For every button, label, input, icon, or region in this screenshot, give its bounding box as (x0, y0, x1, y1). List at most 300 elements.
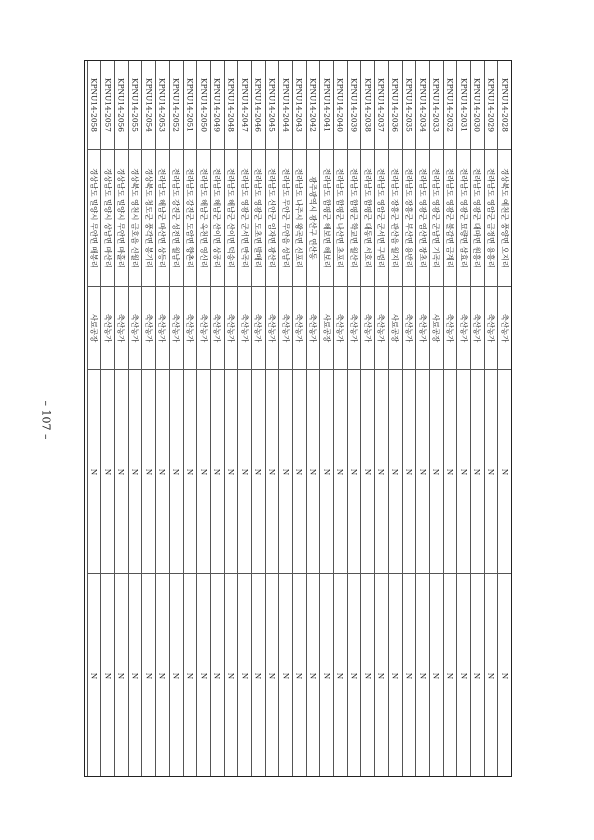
source-type-cell (88, 286, 101, 369)
result-b-text: N (130, 672, 140, 680)
result-a-text: N (404, 468, 414, 475)
result-a-cell (156, 369, 169, 573)
location-cell (211, 149, 224, 286)
source-type-text: 축산농가 (459, 313, 469, 343)
location-text: 전라남도 해남군 산이면 상공리 (212, 168, 222, 268)
result-b-cell (485, 573, 498, 778)
source-type-text: 축산농가 (199, 313, 209, 343)
result-b-text: N (116, 672, 126, 680)
location-cell (101, 149, 114, 286)
source-type-cell (457, 286, 470, 369)
table-row (224, 61, 238, 776)
sample-id-text: KPNU14-2037 (376, 78, 386, 132)
source-type-cell (498, 286, 511, 369)
result-a-cell (498, 369, 511, 573)
result-a-text: N (253, 468, 263, 475)
sample-id-text: KPNU14-2035 (404, 78, 414, 132)
table-row (128, 61, 142, 776)
table-row (429, 61, 443, 776)
sample-id-text: KPNU14-2030 (472, 78, 482, 132)
location-cell (361, 149, 374, 286)
sample-id-cell (142, 61, 155, 149)
source-type-cell (252, 286, 265, 369)
location-text: 전라남도 영광군 대마면 원흥리 (472, 168, 482, 268)
result-a-text: N (418, 468, 428, 475)
result-a-text: N (199, 468, 209, 475)
result-a-cell (225, 369, 238, 573)
location-cell (88, 149, 101, 286)
result-a-cell (211, 369, 224, 573)
location-text: 전라남도 나주시 왕곡면 신포리 (294, 168, 304, 268)
source-type-cell (184, 286, 197, 369)
source-type-text: 축산농가 (185, 313, 195, 343)
result-a-cell (197, 369, 210, 573)
result-b-text: N (103, 672, 113, 680)
location-cell (430, 149, 443, 286)
source-type-cell (389, 286, 402, 369)
sample-id-text: KPNU14-2032 (445, 78, 455, 132)
result-a-cell (101, 369, 114, 573)
location-cell (225, 149, 238, 286)
result-b-cell (225, 573, 238, 778)
location-text: 전라남도 영암군 군서면 구림리 (376, 168, 386, 268)
result-b-cell (170, 573, 183, 778)
table-row (319, 61, 333, 776)
sample-id-cell (101, 61, 114, 149)
result-a-text: N (144, 468, 154, 475)
result-a-cell (361, 369, 374, 573)
location-text: 전라남도 함평군 학교면 월산리 (349, 168, 359, 268)
sample-id-text: KPNU14-2031 (459, 78, 469, 132)
location-cell (348, 149, 361, 286)
result-b-cell (197, 573, 210, 778)
result-a-text: N (335, 468, 345, 475)
sample-id-text: KPNU14-2039 (349, 78, 359, 132)
result-b-cell (375, 573, 388, 778)
result-a-text: N (390, 468, 400, 475)
source-type-cell (361, 286, 374, 369)
result-b-cell (293, 573, 306, 778)
source-type-cell (101, 286, 114, 369)
source-type-text: 축산농가 (103, 313, 113, 343)
table-row (155, 61, 169, 776)
source-type-text: 축산농가 (404, 313, 414, 343)
source-type-text: 축산농가 (253, 313, 263, 343)
location-cell (334, 149, 347, 286)
result-b-text: N (349, 672, 359, 680)
result-b-cell (211, 573, 224, 778)
source-type-cell (156, 286, 169, 369)
sample-id-text: KPNU14-2058 (89, 78, 99, 132)
sample-id-text: KPNU14-2045 (267, 78, 277, 132)
result-b-text: N (157, 672, 167, 680)
location-text: 전라남도 영광군 염산면 장초리 (418, 168, 428, 268)
result-a-cell (142, 369, 155, 573)
sample-id-text: KPNU14-2046 (253, 78, 263, 132)
result-b-cell (142, 573, 155, 778)
source-type-text: 축산농가 (226, 313, 236, 343)
location-cell (403, 149, 416, 286)
result-a-cell (348, 369, 361, 573)
table-row (497, 61, 511, 776)
result-b-cell (88, 573, 101, 778)
table-row (360, 61, 374, 776)
sample-id-cell (403, 61, 416, 149)
sample-id-cell (498, 61, 511, 149)
table-row (292, 61, 306, 776)
source-type-cell (129, 286, 142, 369)
data-table (84, 60, 512, 777)
result-b-cell (266, 573, 279, 778)
source-type-cell (197, 286, 210, 369)
table-row (278, 61, 292, 776)
location-text: 전라남도 영광군 묘량면 삼효리 (459, 168, 469, 268)
source-type-cell (403, 286, 416, 369)
source-type-cell (444, 286, 457, 369)
location-cell (252, 149, 265, 286)
source-type-cell (211, 286, 224, 369)
location-cell (115, 149, 128, 286)
source-type-text: 사료공장 (390, 313, 400, 343)
result-a-text: N (267, 468, 277, 475)
result-a-text: N (486, 468, 496, 475)
result-a-text: N (472, 468, 482, 475)
result-a-cell (266, 369, 279, 573)
sample-id-cell (279, 61, 292, 149)
sample-id-text: KPNU14-2051 (185, 78, 195, 132)
result-b-cell (252, 573, 265, 778)
source-type-text: 축산농가 (130, 313, 140, 343)
source-type-cell (170, 286, 183, 369)
location-cell (129, 149, 142, 286)
source-type-text: 사료공장 (431, 313, 441, 343)
result-b-cell (129, 573, 142, 778)
sample-id-text: KPNU14-2052 (171, 78, 181, 132)
source-type-text: 축산농가 (349, 313, 359, 343)
location-text: 전라남도 함평군 해보면 해보리 (322, 168, 332, 268)
result-b-cell (416, 573, 429, 778)
location-cell (170, 149, 183, 286)
location-cell (184, 149, 197, 286)
sample-id-cell (170, 61, 183, 149)
source-type-text: 축산농가 (500, 313, 510, 343)
result-a-text: N (130, 468, 140, 475)
table-row (114, 61, 128, 776)
location-cell (485, 149, 498, 286)
result-a-text: N (459, 468, 469, 475)
location-text: 경상남도 밀양시 무안면 마흘리 (116, 168, 126, 268)
location-text: 전라남도 영암군 금정면 용흥리 (486, 168, 496, 268)
sample-id-cell (348, 61, 361, 149)
result-b-cell (101, 573, 114, 778)
source-type-text: 축산농가 (240, 313, 250, 343)
result-b-text: N (404, 672, 414, 680)
location-cell (457, 149, 470, 286)
sample-id-cell (197, 61, 210, 149)
result-b-cell (307, 573, 320, 778)
sample-id-cell (238, 61, 251, 149)
source-type-text: 축산농가 (308, 313, 318, 343)
sample-id-text: KPNU14-2049 (212, 78, 222, 132)
table-row (388, 61, 402, 776)
source-type-text: 축산농가 (335, 313, 345, 343)
source-type-text: 축산농가 (294, 313, 304, 343)
table-row (347, 61, 361, 776)
sample-id-cell (115, 61, 128, 149)
sample-id-text: KPNU14-2036 (390, 78, 400, 132)
location-text: 전라남도 영광군 불갑면 금계리 (445, 168, 455, 268)
result-b-cell (115, 573, 128, 778)
sample-id-cell (293, 61, 306, 149)
result-a-cell (252, 369, 265, 573)
result-b-text: N (212, 672, 222, 680)
result-b-text: N (199, 672, 209, 680)
sample-id-cell (225, 61, 238, 149)
result-a-text: N (89, 468, 99, 475)
result-a-text: N (349, 468, 359, 475)
result-a-text: N (363, 468, 373, 475)
result-a-cell (238, 369, 251, 573)
sample-id-cell (129, 61, 142, 149)
result-b-text: N (376, 672, 386, 680)
location-text: 경상남도 밀양시 무안면 매봉리 (89, 168, 99, 268)
result-a-cell (485, 369, 498, 573)
result-a-text: N (445, 468, 455, 475)
source-type-cell (238, 286, 251, 369)
source-type-text: 축산농가 (376, 313, 386, 343)
result-b-text: N (240, 672, 250, 680)
source-type-cell (320, 286, 333, 369)
result-b-cell (471, 573, 484, 778)
table-row (456, 61, 470, 776)
result-a-text: N (157, 468, 167, 475)
table-row (169, 61, 183, 776)
sample-id-cell (320, 61, 333, 149)
table-row (141, 61, 155, 776)
result-b-text: N (418, 672, 428, 680)
sample-id-cell (430, 61, 443, 149)
table-row (237, 61, 251, 776)
sample-id-text: KPNU14-2041 (322, 78, 332, 132)
sample-id-cell (416, 61, 429, 149)
table-row (87, 61, 101, 776)
sample-id-cell (266, 61, 279, 149)
table-row (306, 61, 320, 776)
result-b-text: N (500, 672, 510, 680)
source-type-cell (307, 286, 320, 369)
location-text: 광주광역시 광산구 연산동 (308, 176, 318, 260)
result-a-text: N (322, 468, 332, 475)
result-b-text: N (472, 672, 482, 680)
result-a-cell (88, 369, 101, 573)
table-row (100, 61, 114, 776)
result-a-text: N (500, 468, 510, 475)
location-cell (293, 149, 306, 286)
result-a-cell (471, 369, 484, 573)
location-text: 전라남도 해남군 마산면 상등리 (157, 168, 167, 268)
source-type-cell (485, 286, 498, 369)
source-type-text: 축산농가 (418, 313, 428, 343)
source-type-text: 축산농가 (472, 313, 482, 343)
result-b-cell (320, 573, 333, 778)
result-b-cell (348, 573, 361, 778)
location-text: 전라남도 영광군 군남면 기곡리 (431, 168, 441, 268)
source-type-text: 축산농가 (363, 313, 373, 343)
sample-id-text: KPNU14-2055 (130, 78, 140, 132)
table-row (251, 61, 265, 776)
source-type-cell (471, 286, 484, 369)
location-text: 전라남도 함평군 대동면 서호리 (363, 168, 373, 268)
location-text: 경상북도 영천시 금호읍 신월리 (130, 168, 140, 268)
location-cell (416, 149, 429, 286)
location-cell (238, 149, 251, 286)
result-b-cell (361, 573, 374, 778)
result-a-cell (184, 369, 197, 573)
source-type-cell (416, 286, 429, 369)
result-b-cell (457, 573, 470, 778)
table-row (333, 61, 347, 776)
result-b-cell (389, 573, 402, 778)
result-b-cell (430, 573, 443, 778)
result-a-text: N (308, 468, 318, 475)
sample-id-text: KPNU14-2056 (116, 78, 126, 132)
result-b-text: N (253, 672, 263, 680)
source-type-cell (225, 286, 238, 369)
source-type-text: 사료공장 (322, 313, 332, 343)
result-a-cell (444, 369, 457, 573)
sample-id-text: KPNU14-2038 (363, 78, 373, 132)
result-a-text: N (212, 468, 222, 475)
location-cell (266, 149, 279, 286)
source-type-text: 축산농가 (144, 313, 154, 343)
result-b-text: N (308, 672, 318, 680)
sample-id-cell (485, 61, 498, 149)
result-b-cell (334, 573, 347, 778)
source-type-text: 축산농가 (445, 313, 455, 343)
result-a-text: N (185, 468, 195, 475)
result-a-cell (457, 369, 470, 573)
table-body (87, 61, 511, 776)
sample-id-cell (457, 61, 470, 149)
sample-id-cell (444, 61, 457, 149)
sample-id-text: KPNU14-2053 (157, 78, 167, 132)
location-text: 경상북도 청도군 풍각면 봉기리 (144, 168, 154, 268)
table-row (443, 61, 457, 776)
table-row (415, 61, 429, 776)
location-text: 전라남도 영광군 도초면 발매리 (253, 168, 263, 268)
result-b-cell (156, 573, 169, 778)
result-a-text: N (103, 468, 113, 475)
location-text: 전라남도 신안군 임자면 광산리 (267, 168, 277, 268)
location-text: 전라남도 영광군 군서면 만곡리 (240, 168, 250, 268)
sample-id-text: KPNU14-2033 (431, 78, 441, 132)
location-text: 경상북도 예천군 풍양면 오지리 (500, 168, 510, 268)
result-a-cell (375, 369, 388, 573)
location-cell (279, 149, 292, 286)
result-a-text: N (294, 468, 304, 475)
sample-id-cell (375, 61, 388, 149)
table-row (374, 61, 388, 776)
result-b-text: N (171, 672, 181, 680)
location-cell (444, 149, 457, 286)
source-type-text: 축산농가 (267, 313, 277, 343)
result-b-cell (184, 573, 197, 778)
sample-id-text: KPNU14-2050 (199, 78, 209, 132)
sample-id-cell (334, 61, 347, 149)
result-a-cell (430, 369, 443, 573)
sample-id-text: KPNU14-2034 (418, 78, 428, 132)
location-cell (156, 149, 169, 286)
result-a-cell (307, 369, 320, 573)
location-text: 전라남도 해남군 산이면 덕송리 (226, 168, 236, 268)
sample-id-cell (361, 61, 374, 149)
sample-id-cell (156, 61, 169, 149)
location-cell (389, 149, 402, 286)
result-b-text: N (294, 672, 304, 680)
sample-id-text: KPNU14-2057 (103, 78, 113, 132)
location-cell (320, 149, 333, 286)
sample-id-text: KPNU14-2047 (240, 78, 250, 132)
result-a-cell (129, 369, 142, 573)
result-a-cell (115, 369, 128, 573)
sample-id-cell (252, 61, 265, 149)
result-a-text: N (431, 468, 441, 475)
result-b-text: N (281, 672, 291, 680)
location-cell (375, 149, 388, 286)
source-type-cell (279, 286, 292, 369)
source-type-text: 축산농가 (281, 313, 291, 343)
source-type-cell (115, 286, 128, 369)
sample-id-cell (88, 61, 101, 149)
location-text: 전라남도 장흥군 부산면 용반리 (404, 168, 414, 268)
location-cell (471, 149, 484, 286)
result-b-text: N (363, 672, 373, 680)
sample-id-cell (184, 61, 197, 149)
sample-id-cell (471, 61, 484, 149)
result-a-text: N (226, 468, 236, 475)
result-a-text: N (171, 468, 181, 475)
location-cell (197, 149, 210, 286)
result-b-text: N (144, 672, 154, 680)
location-text: 경상남도 밀양시 상남면 마산리 (103, 168, 113, 268)
result-b-text: N (431, 672, 441, 680)
sample-id-cell (389, 61, 402, 149)
result-a-text: N (240, 468, 250, 475)
result-a-cell (170, 369, 183, 573)
result-b-cell (238, 573, 251, 778)
result-b-text: N (486, 672, 496, 680)
result-a-cell (334, 369, 347, 573)
location-text: 전라남도 해남군 옥천면 영신리 (199, 168, 209, 268)
result-b-text: N (335, 672, 345, 680)
result-b-cell (444, 573, 457, 778)
sample-id-text: KPNU14-2054 (144, 78, 154, 132)
sample-id-text: KPNU14-2040 (335, 78, 345, 132)
table-row (402, 61, 416, 776)
result-a-cell (320, 369, 333, 573)
result-b-text: N (390, 672, 400, 680)
source-type-text: 사료공장 (89, 313, 99, 343)
location-cell (498, 149, 511, 286)
location-text: 전라남도 함평군 나산면 초포리 (335, 168, 345, 268)
result-a-text: N (116, 468, 126, 475)
page-number-text: – 107 – (39, 400, 53, 440)
table-row (210, 61, 224, 776)
result-a-text: N (376, 468, 386, 475)
sample-id-text: KPNU14-2042 (308, 78, 318, 132)
result-a-cell (279, 369, 292, 573)
result-b-text: N (322, 672, 332, 680)
